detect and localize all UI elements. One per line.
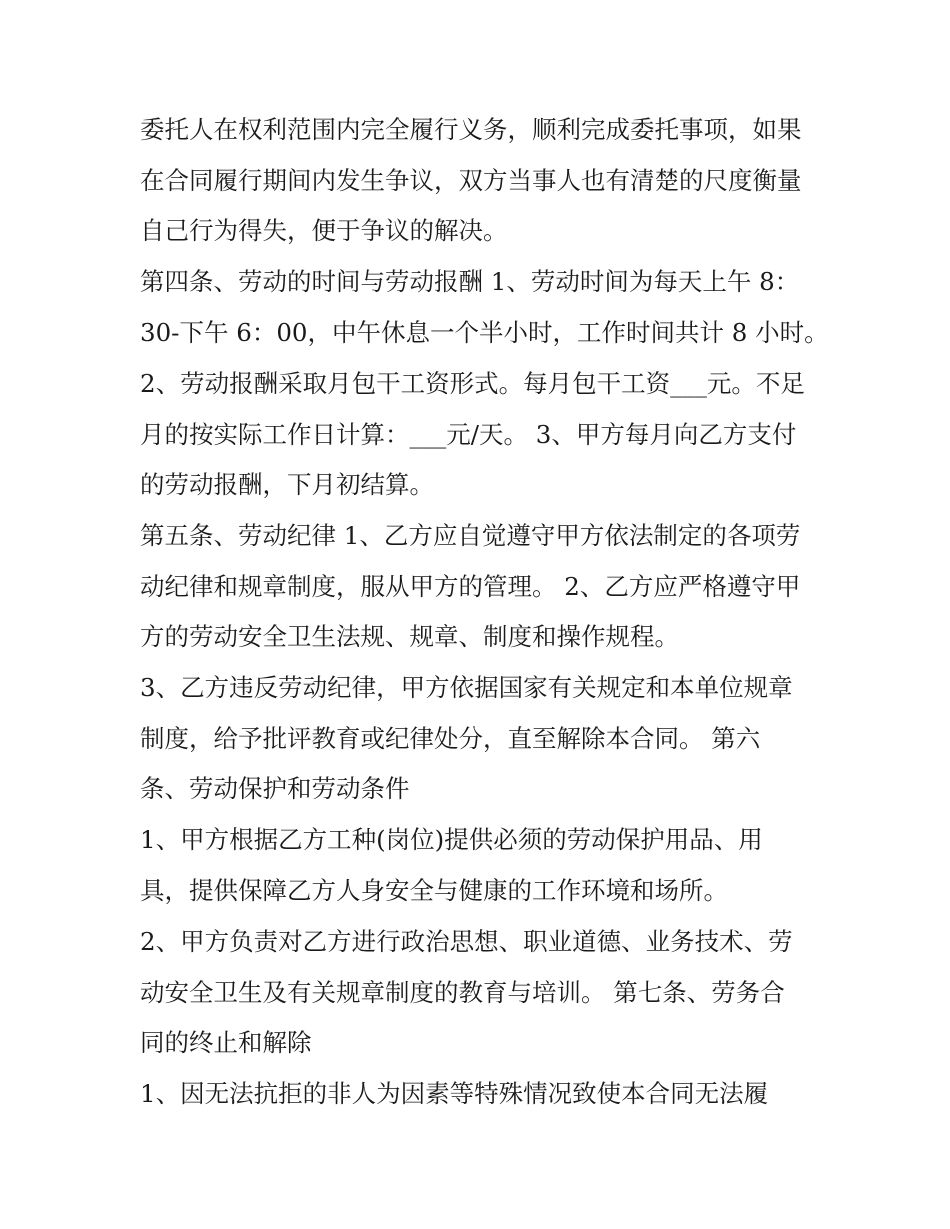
text-line: 委托人在权利范围内完全履行义务，顺利完成委托事项，如果	[140, 115, 802, 144]
text-line: 制度，给予批评教育或纪律处分，直至解除本合同。 第六	[140, 724, 761, 753]
text-line: 2、甲方负责对乙方进行政治思想、职业道德、业务技术、劳	[140, 927, 793, 956]
text-line: 的劳动报酬，下月初结算。	[140, 470, 434, 499]
text-line: 动安全卫生及有关规章制度的教育与培训。 第七条、劳务合	[140, 978, 785, 1007]
text-line: 2、劳动报酬采取月包干工资形式。每月包干工资___元。不足	[140, 369, 805, 398]
text-line: 自己行为得失，便于争议的解决。	[140, 216, 508, 245]
text-line: 条、劳动保护和劳动条件	[140, 774, 410, 803]
text-line: 第四条、劳动的时间与劳动报酬 1、劳动时间为每天上午 8：	[140, 267, 800, 296]
text-line: 具，提供保障乙方人身安全与健康的工作环境和场所。	[140, 876, 728, 905]
text-line: 动纪律和规章制度，服从甲方的管理。 2、乙方应严格遵守甲	[140, 572, 801, 601]
text-line: 3、乙方违反劳动纪律，甲方依据国家有关规定和本单位规章	[140, 673, 793, 702]
text-line: 30-下午 6：00，中午休息一个半小时，工作时间共计 8 小时。	[140, 318, 829, 347]
text-line: 1、因无法抗拒的非人为因素等特殊情况致使本合同无法履	[140, 1079, 769, 1108]
text-line: 方的劳动安全卫生法规、规章、制度和操作规程。	[140, 622, 679, 651]
text-line: 同的终止和解除	[140, 1028, 312, 1057]
text-line: 第五条、劳动纪律 1、乙方应自觉遵守甲方依法制定的各项劳	[140, 521, 801, 550]
text-line: 月的按实际工作日计算：___元/天。 3、甲方每月向乙方支付	[140, 420, 797, 449]
text-line: 1、甲方根据乙方工种(岗位)提供必须的劳动保护用品、用	[140, 825, 763, 854]
text-line: 在合同履行期间内发生争议，双方当事人也有清楚的尺度衡量	[140, 166, 802, 195]
